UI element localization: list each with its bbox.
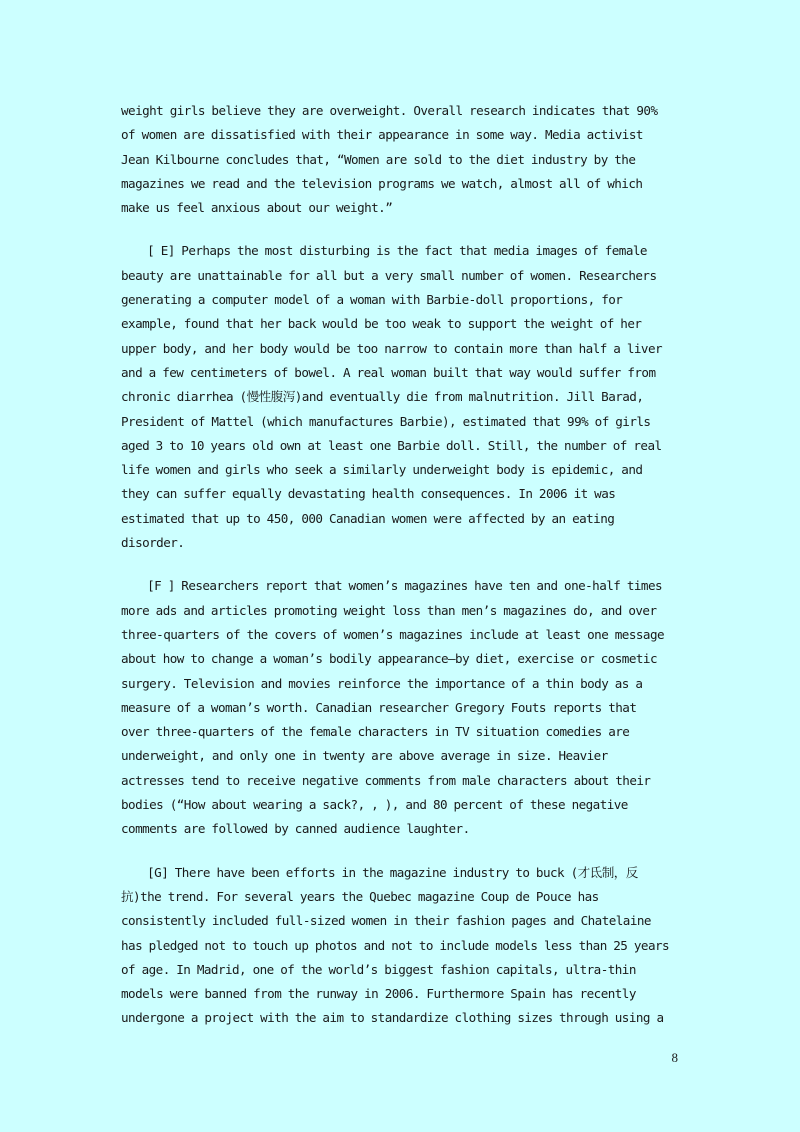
paragraph-weight-dissatisfaction <box>121 99 681 220</box>
text-line: models were banned from the runway in 2006. Furthermore Spain has recently <box>121 986 636 1002</box>
text-line: actresses tend to receive negative comments from male characters about their <box>121 772 651 788</box>
text-line: Jean Kilbourne concludes that, “Women are sold to the diet industry by the <box>121 151 636 167</box>
text-line: [ E] Perhaps the most disturbing is the fact that media images of female <box>121 243 647 259</box>
text-line: make us feel anxious about our weight.” <box>121 200 393 216</box>
text-line: [G] There have been efforts in the magazine industry to buck (才氐制，反 <box>121 864 638 880</box>
text-line: has pledged not to touch up photos and not to include models less than 25 years <box>121 937 670 953</box>
text-line: example, found that her back would be too weak to support the weight of her <box>121 316 642 332</box>
text-line: underweight, and only one in twenty are above average in size. Heavier <box>121 748 608 764</box>
text-line: bodies (“How about wearing a sack?, , ), and 80 percent of these negative <box>121 797 628 813</box>
text-line: weight girls believe they are overweight. Overall research indicates that 90% <box>121 103 658 118</box>
text-line: three-quarters of the covers of women’s magazines include at least one message <box>121 626 665 642</box>
text-line: undergone a project with the aim to standardize clothing sizes through using a <box>121 1010 664 1026</box>
text-line: upper body, and her body would be too narrow to contain more than half a liver <box>121 340 663 356</box>
document-body <box>121 99 681 1050</box>
text-line: beauty are unattainable for all but a very small number of women. Researchers <box>121 267 657 283</box>
text-line: disorder. <box>121 535 185 551</box>
text-line: more ads and articles promoting weight loss than men’s magazines do, and over <box>121 602 657 618</box>
paragraph-f <box>121 574 681 841</box>
text-line: of age. In Madrid, one of the world’s biggest fashion capitals, ultra-thin <box>121 961 636 977</box>
text-line: measure of a woman’s worth. Canadian researcher Gregory Fouts reports that <box>121 699 637 715</box>
text-line: 抗)the trend. For several years the Quebec magazine Coup de Pouce has <box>121 888 599 904</box>
text-line: surgery. Television and movies reinforce the importance of a thin body as a <box>121 675 643 691</box>
page-number: 8 <box>671 1050 678 1065</box>
text-line: of women are dissatisfied with their appearance in some way. Media activist <box>121 127 643 143</box>
text-line: life women and girls who seek a similarly underweight body is epidemic, and <box>121 462 643 478</box>
text-line: [F ] Researchers report that women’s magazines have ten and one-half times <box>121 578 663 594</box>
text-line: aged 3 to 10 years old own at least one Barbie doll. Still, the number of real <box>121 437 662 453</box>
text-line: estimated that up to 450, 000 Canadian women were affected by an eating <box>121 510 615 526</box>
paragraph-g <box>121 861 681 1031</box>
paragraph-e <box>121 239 681 555</box>
text-line: generating a computer model of a woman with Barbie-doll proportions, for <box>121 292 623 308</box>
text-line: chronic diarrhea (慢性腹泻)and eventually die from malnutrition. Jill Barad, <box>121 389 644 405</box>
text-line: President of Mattel (which manufactures Barbie), estimated that 99% of girls <box>121 413 651 429</box>
text-line: about how to change a woman’s bodily appearance—by diet, exercise or cosmetic <box>121 651 657 667</box>
text-line: comments are followed by canned audience laughter. <box>121 821 470 837</box>
text-line: consistently included full-sized women in their fashion pages and Chatelaine <box>121 913 651 929</box>
text-line: over three-quarters of the female characters in TV situation comedies are <box>121 724 630 740</box>
text-line: they can suffer equally devastating health consequences. In 2006 it was <box>121 486 616 502</box>
text-line: and a few centimeters of bowel. A real woman built that way would suffer from <box>121 364 656 380</box>
text-line: magazines we read and the television programs we watch, almost all of which <box>121 175 643 191</box>
